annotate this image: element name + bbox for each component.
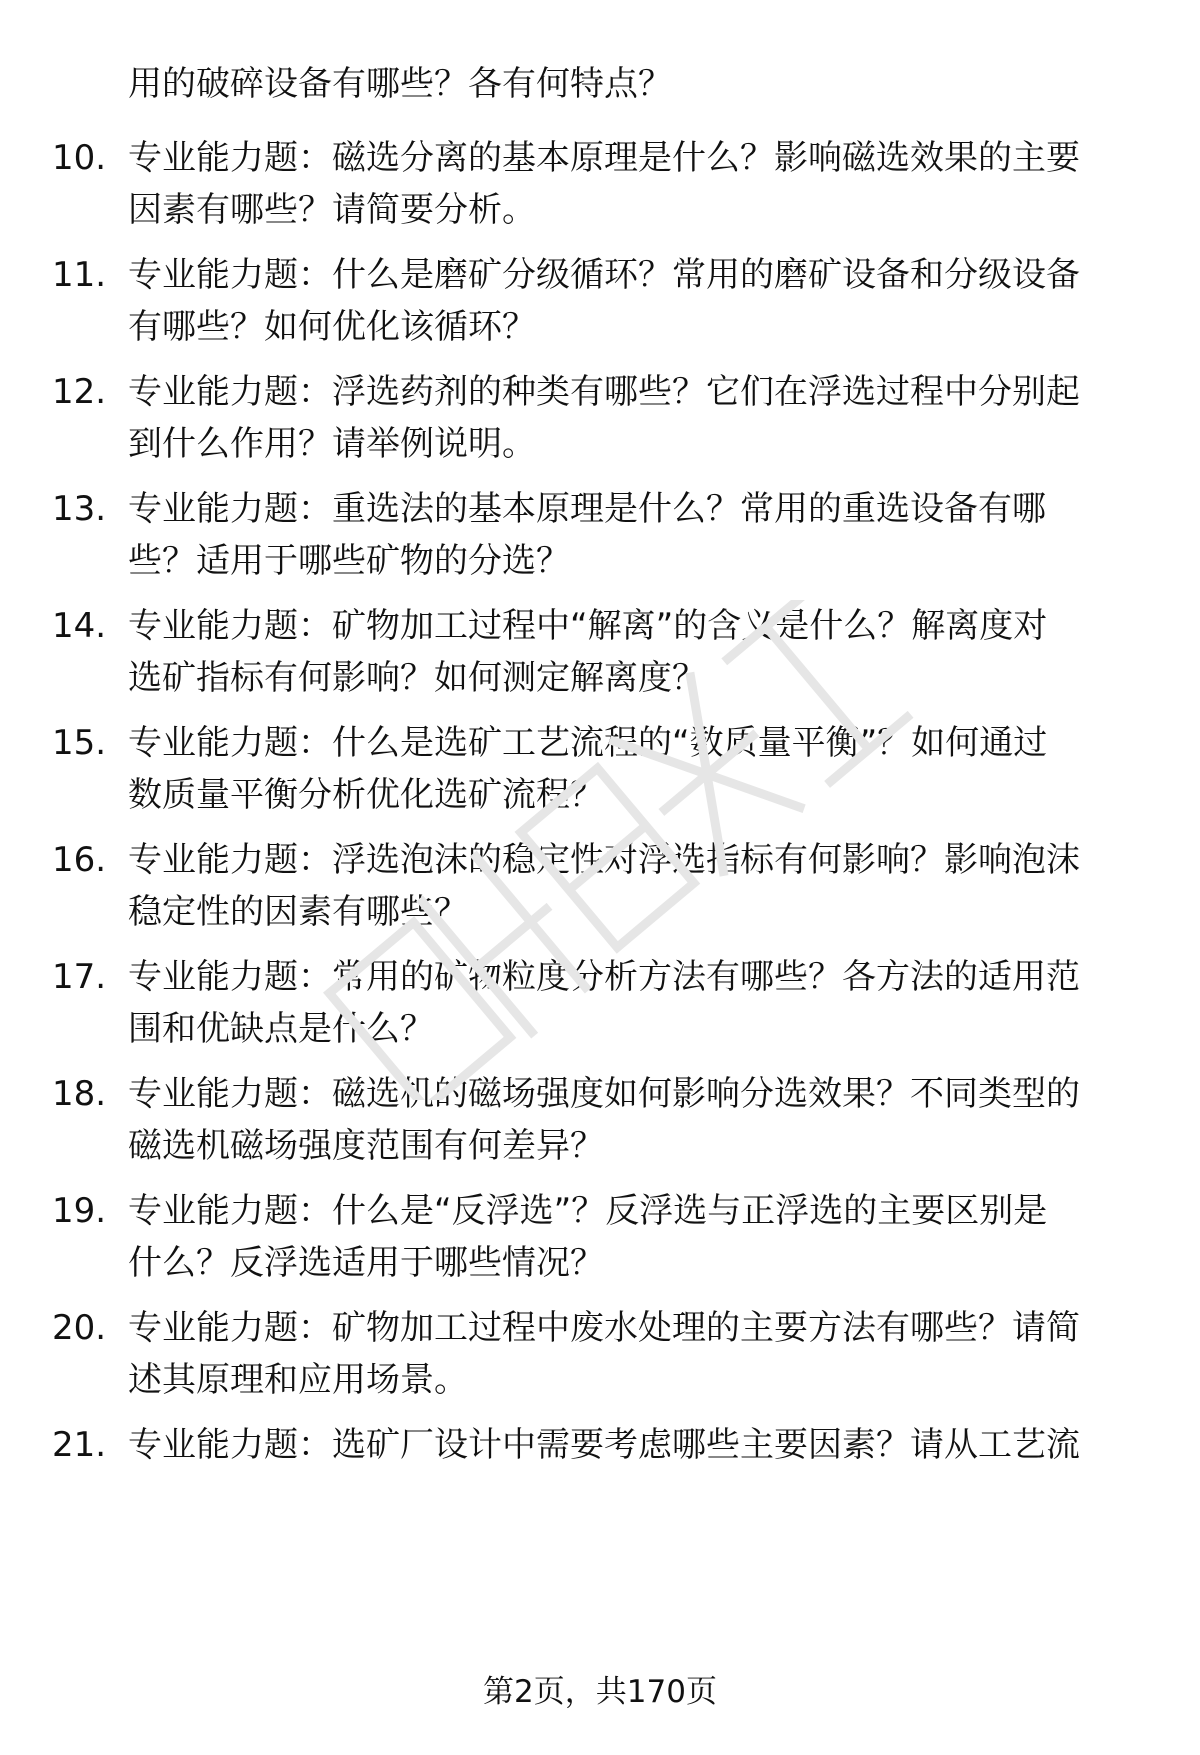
- question-line: 围和优缺点是什么？: [128, 1009, 434, 1049]
- question-text: [128, 366, 1148, 470]
- question-line: 专业能力题：什么是“反浮选”？反浮选与正浮选的主要区别是: [128, 1191, 1048, 1231]
- question-text: [128, 1302, 1148, 1406]
- question-number: 10.: [52, 138, 107, 178]
- question-number: 13.: [52, 489, 107, 529]
- question-number: 21.: [52, 1425, 107, 1465]
- question-text: [128, 717, 1148, 821]
- question-text: [128, 834, 1148, 938]
- question-number: 12.: [52, 372, 107, 412]
- question-text: [128, 249, 1148, 353]
- question-text: [128, 1185, 1148, 1289]
- list-item: [0, 483, 1200, 593]
- question-number: 19.: [52, 1191, 107, 1231]
- list-item: [0, 600, 1200, 710]
- question-line: 稳定性的因素有哪些？: [128, 892, 468, 932]
- question-text: [128, 600, 1148, 704]
- question-text: [128, 1068, 1148, 1172]
- question-number: 16.: [52, 840, 107, 880]
- question-line: 专业能力题：浮选药剂的种类有哪些？它们在浮选过程中分别起: [128, 372, 1080, 412]
- question-line: 专业能力题：什么是选矿工艺流程的“数质量平衡”？如何通过: [128, 723, 1048, 763]
- question-number: 18.: [52, 1074, 107, 1114]
- list-item: [0, 1302, 1200, 1412]
- list-item: [0, 249, 1200, 359]
- question-number: 14.: [52, 606, 107, 646]
- question-number: 11.: [52, 255, 107, 295]
- question-line: 磁选机磁场强度范围有何差异？: [128, 1126, 604, 1166]
- question-line: 有哪些？如何优化该循环？: [128, 307, 536, 347]
- question-line: 选矿指标有何影响？如何测定解离度？: [128, 658, 706, 698]
- list-item: [0, 1185, 1200, 1295]
- question-text: [128, 951, 1148, 1055]
- question-line: 数质量平衡分析优化选矿流程？: [128, 775, 604, 815]
- question-line: [128, 1471, 1148, 1523]
- page-indicator: 第2页，共170页: [483, 1674, 717, 1710]
- question-line: 专业能力题：矿物加工过程中废水处理的主要方法有哪些？请简: [128, 1308, 1080, 1348]
- list-item: [0, 951, 1200, 1061]
- question-line: 些？适用于哪些矿物的分选？: [128, 541, 570, 581]
- question-line: 专业能力题：浮选泡沫的稳定性对浮选指标有何影响？影响泡沫: [128, 840, 1080, 880]
- list-item: [0, 717, 1200, 827]
- question-line: 因素有哪些？请简要分析。: [128, 190, 536, 230]
- question-text: [128, 483, 1148, 587]
- question-line: 专业能力题：重选法的基本原理是什么？常用的重选设备有哪: [128, 489, 1046, 529]
- question-line: 什么？反浮选适用于哪些情况？: [128, 1243, 604, 1283]
- list-item: [0, 366, 1200, 476]
- question-line: 专业能力题：常用的矿物粒度分析方法有哪些？各方法的适用范: [128, 957, 1080, 997]
- question-line: 专业能力题：磁选分离的基本原理是什么？影响磁选效果的主要: [128, 138, 1080, 178]
- question-line: 专业能力题：磁选机的磁场强度如何影响分选效果？不同类型的: [128, 1074, 1080, 1114]
- question-line: 专业能力题：选矿厂设计中需要考虑哪些主要因素？请从工艺流: [128, 1425, 1080, 1465]
- question-text: [128, 1419, 1148, 1523]
- question-number: 20.: [52, 1308, 107, 1348]
- list-item: [0, 834, 1200, 944]
- question-text: [128, 132, 1148, 236]
- question-number: 15.: [52, 723, 107, 763]
- question-number: 17.: [52, 957, 107, 997]
- list-item: [0, 132, 1200, 242]
- continued-question-text: 用的破碎设备有哪些？各有何特点？: [128, 64, 672, 104]
- question-line: 专业能力题：什么是磨矿分级循环？常用的磨矿设备和分级设备: [128, 255, 1080, 295]
- question-line: 述其原理和应用场景。: [128, 1360, 468, 1400]
- list-item: [0, 1068, 1200, 1178]
- list-item: [0, 1419, 1200, 1529]
- question-line: 专业能力题：矿物加工过程中“解离”的含义是什么？解离度对: [128, 606, 1048, 646]
- question-line: 到什么作用？请举例说明。: [128, 424, 536, 464]
